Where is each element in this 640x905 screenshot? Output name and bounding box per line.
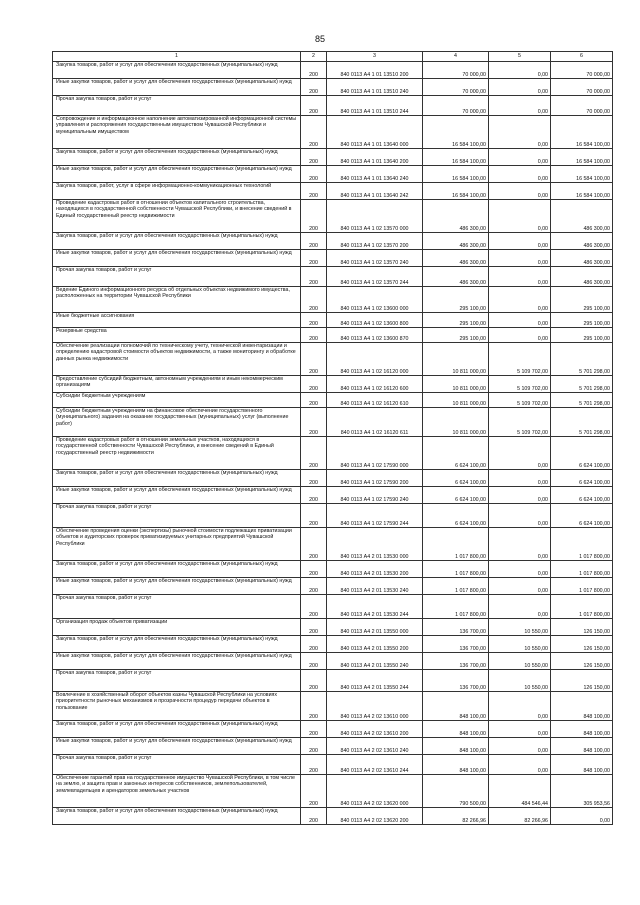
row-amount-6: 126 150,00 (551, 653, 613, 670)
row-amount-5: 10 550,00 (489, 619, 551, 636)
row-code: 200 (301, 166, 327, 183)
row-amount-5: 0,00 (489, 692, 551, 721)
row-code: 200 (301, 393, 327, 408)
row-amount-4: 295 100,00 (423, 328, 489, 343)
row-amount-5: 0,00 (489, 578, 551, 595)
row-amount-4: 486 300,00 (423, 233, 489, 250)
row-name: Прочая закупка товаров, работ и услуг (53, 670, 301, 692)
row-name: Закупка товаров, работ и услуг для обеспечения государственных (муниципальных) нужд (53, 808, 301, 825)
row-code: 200 (301, 653, 327, 670)
table-row (53, 62, 613, 79)
row-amount-4: 486 300,00 (423, 267, 489, 287)
table-row (53, 287, 613, 313)
row-name: Иные закупки товаров, работ и услуг для обеспечения государственных (муниципальных) нужд (53, 578, 301, 595)
row-name: Иные закупки товаров, работ и услуг для обеспечения государственных (муниципальных) нужд (53, 79, 301, 96)
row-amount-6: 6 624 100,00 (551, 470, 613, 487)
row-classification: 840 0113 А4 2 01 13530 200 (327, 561, 423, 578)
row-code: 200 (301, 328, 327, 343)
row-amount-6: 70 000,00 (551, 96, 613, 116)
row-amount-6: 486 300,00 (551, 200, 613, 233)
row-amount-5: 0,00 (489, 267, 551, 287)
row-amount-4: 295 100,00 (423, 287, 489, 313)
row-amount-6: 16 584 100,00 (551, 166, 613, 183)
row-amount-5: 10 550,00 (489, 653, 551, 670)
row-classification: 840 0113 А4 2 01 13530 000 (327, 528, 423, 561)
row-classification: 840 0113 А4 2 02 13610 200 (327, 721, 423, 738)
row-code: 200 (301, 755, 327, 775)
row-classification: 840 0113 А4 1 01 13510 240 (327, 79, 423, 96)
row-amount-4: 848 100,00 (423, 738, 489, 755)
row-name: Ведение Единого информационного ресурса об отдельных объектах недвижимого имущества, расположенных на территории Чувашской Республики (53, 287, 301, 313)
row-name: Резервные средства (53, 328, 301, 343)
col-header-5: 5 (489, 52, 551, 62)
row-classification: 840 0113 А4 1 01 13640 000 (327, 116, 423, 149)
row-classification: 840 0113 А4 2 02 13620 000 (327, 775, 423, 808)
row-code: 200 (301, 250, 327, 267)
row-classification: 840 0113 А4 1 01 13640 242 (327, 183, 423, 200)
header-row (53, 52, 613, 62)
row-amount-5: 0,00 (489, 437, 551, 470)
row-code: 200 (301, 487, 327, 504)
row-amount-5: 0,00 (489, 487, 551, 504)
row-name: Иные бюджетные ассигнования (53, 313, 301, 328)
table-row (53, 200, 613, 233)
row-amount-6: 305 953,56 (551, 775, 613, 808)
table-row (53, 437, 613, 470)
row-amount-6: 6 624 100,00 (551, 487, 613, 504)
row-amount-4: 1 017 800,00 (423, 561, 489, 578)
row-name: Прочая закупка товаров, работ и услуг (53, 267, 301, 287)
row-name: Закупка товаров, работ и услуг для обеспечения государственных (муниципальных) нужд (53, 62, 301, 79)
table-row (53, 653, 613, 670)
row-amount-4: 10 811 000,00 (423, 343, 489, 376)
row-code: 200 (301, 738, 327, 755)
row-amount-4: 16 584 100,00 (423, 116, 489, 149)
row-name: Проведение кадастровых работ в отношении земельных участков, находящихся в государственной собственности Чувашской Республики, и внесение сведений в Единый государственный реестр недвижимости (53, 437, 301, 470)
row-amount-5: 0,00 (489, 62, 551, 79)
table-row (53, 470, 613, 487)
row-code: 200 (301, 504, 327, 528)
row-name: Иные закупки товаров, работ и услуг для обеспечения государственных (муниципальных) нужд (53, 653, 301, 670)
row-classification: 840 0113 А4 2 02 13610 000 (327, 692, 423, 721)
row-amount-5: 0,00 (489, 313, 551, 328)
row-name: Иные закупки товаров, работ и услуг для обеспечения государственных (муниципальных) нужд (53, 738, 301, 755)
row-amount-4: 16 584 100,00 (423, 166, 489, 183)
row-amount-6: 6 624 100,00 (551, 504, 613, 528)
row-code: 200 (301, 595, 327, 619)
row-amount-5: 0,00 (489, 738, 551, 755)
table-row (53, 328, 613, 343)
row-amount-4: 10 811 000,00 (423, 393, 489, 408)
table-row (53, 619, 613, 636)
row-code: 200 (301, 578, 327, 595)
row-amount-6: 5 701 298,00 (551, 408, 613, 437)
row-name: Прочая закупка товаров, работ и услуг (53, 755, 301, 775)
row-amount-4: 10 811 000,00 (423, 376, 489, 393)
table-row (53, 808, 613, 825)
row-code: 200 (301, 670, 327, 692)
row-amount-6: 486 300,00 (551, 267, 613, 287)
row-amount-6: 848 100,00 (551, 721, 613, 738)
row-amount-6: 126 150,00 (551, 636, 613, 653)
row-classification: 840 0113 А4 2 01 13530 240 (327, 578, 423, 595)
row-amount-6: 126 150,00 (551, 670, 613, 692)
row-code: 200 (301, 313, 327, 328)
row-amount-4: 82 266,96 (423, 808, 489, 825)
budget-table (52, 51, 613, 825)
row-amount-4: 70 000,00 (423, 79, 489, 96)
row-name: Иные закупки товаров, работ и услуг для обеспечения государственных (муниципальных) нужд (53, 250, 301, 267)
row-amount-4: 6 624 100,00 (423, 437, 489, 470)
table-row (53, 393, 613, 408)
row-amount-5: 10 550,00 (489, 636, 551, 653)
row-amount-4: 295 100,00 (423, 313, 489, 328)
row-amount-4: 70 000,00 (423, 62, 489, 79)
row-code: 200 (301, 408, 327, 437)
table-row (53, 775, 613, 808)
table-row (53, 313, 613, 328)
row-code: 200 (301, 470, 327, 487)
row-amount-5: 0,00 (489, 504, 551, 528)
row-amount-6: 295 100,00 (551, 287, 613, 313)
row-amount-6: 70 000,00 (551, 62, 613, 79)
row-amount-5: 5 109 702,00 (489, 376, 551, 393)
row-amount-6: 848 100,00 (551, 692, 613, 721)
table-row (53, 595, 613, 619)
table-row (53, 578, 613, 595)
table-row (53, 721, 613, 738)
row-amount-6: 1 017 800,00 (551, 595, 613, 619)
row-amount-6: 5 701 298,00 (551, 343, 613, 376)
row-amount-4: 70 000,00 (423, 96, 489, 116)
row-code: 200 (301, 528, 327, 561)
row-classification: 840 0113 А4 1 02 13600 000 (327, 287, 423, 313)
table-row (53, 487, 613, 504)
row-amount-6: 16 584 100,00 (551, 149, 613, 166)
row-amount-5: 5 109 702,00 (489, 408, 551, 437)
row-classification: 840 0113 А4 1 02 16120 610 (327, 393, 423, 408)
row-name: Обеспечение реализации полномочий по техническому учету, технической инвентаризации и определению кадастровой стоимости объектов недвижимости, а также мониторингу и обработке данных рынка недвижимости (53, 343, 301, 376)
row-amount-6: 5 701 298,00 (551, 393, 613, 408)
row-code: 200 (301, 149, 327, 166)
row-amount-4: 16 584 100,00 (423, 183, 489, 200)
row-classification: 840 0113 А4 2 01 13530 244 (327, 595, 423, 619)
row-amount-4: 848 100,00 (423, 692, 489, 721)
table-row (53, 376, 613, 393)
row-amount-6: 848 100,00 (551, 738, 613, 755)
table-row (53, 183, 613, 200)
row-classification: 840 0113 А4 1 02 17590 240 (327, 487, 423, 504)
row-name: Обеспечение гарантий прав на государственное имущество Чувашской Республики, в том числе на землю, и защита прав и законных интересов собственников, землепользователей, землевладельцев и арендаторов земельных участков (53, 775, 301, 808)
row-code: 200 (301, 96, 327, 116)
row-amount-4: 136 700,00 (423, 653, 489, 670)
table-row (53, 692, 613, 721)
row-amount-4: 1 017 800,00 (423, 595, 489, 619)
row-name: Субсидии бюджетным учреждениям на финансовое обеспечение государственного (муниципального) задания на оказание государственных (муниципальных) услуг (выполнение работ) (53, 408, 301, 437)
row-classification: 840 0113 А4 1 02 16120 000 (327, 343, 423, 376)
row-amount-5: 0,00 (489, 595, 551, 619)
row-amount-5: 0,00 (489, 250, 551, 267)
row-code: 200 (301, 692, 327, 721)
row-classification: 840 0113 А4 1 02 17590 244 (327, 504, 423, 528)
row-amount-6: 6 624 100,00 (551, 437, 613, 470)
row-amount-4: 848 100,00 (423, 755, 489, 775)
row-amount-6: 486 300,00 (551, 250, 613, 267)
row-code: 200 (301, 636, 327, 653)
row-name: Субсидии бюджетным учреждениям (53, 393, 301, 408)
row-classification: 840 0113 А4 2 01 13550 244 (327, 670, 423, 692)
col-header-4: 4 (423, 52, 489, 62)
page-number: 85 (314, 34, 325, 44)
row-classification: 840 0113 А4 2 02 13620 200 (327, 808, 423, 825)
row-code: 200 (301, 437, 327, 470)
table-row (53, 343, 613, 376)
col-header-3: 3 (327, 52, 423, 62)
row-classification: 840 0113 А4 1 02 16120 611 (327, 408, 423, 437)
row-amount-5: 5 109 702,00 (489, 343, 551, 376)
table-body (53, 62, 613, 825)
row-code: 200 (301, 287, 327, 313)
row-amount-6: 16 584 100,00 (551, 183, 613, 200)
table-row (53, 528, 613, 561)
row-classification: 840 0113 А4 1 02 17590 000 (327, 437, 423, 470)
row-amount-4: 6 624 100,00 (423, 504, 489, 528)
row-amount-6: 486 300,00 (551, 233, 613, 250)
row-amount-4: 136 700,00 (423, 619, 489, 636)
table-row (53, 670, 613, 692)
row-name: Закупка товаров, работ и услуг для обеспечения государственных (муниципальных) нужд (53, 149, 301, 166)
row-amount-6: 1 017 800,00 (551, 528, 613, 561)
row-name: Предоставление субсидий бюджетным, автономным учреждениям и иным некоммерческим организациям (53, 376, 301, 393)
row-classification: 840 0113 А4 2 01 13550 000 (327, 619, 423, 636)
row-amount-6: 848 100,00 (551, 755, 613, 775)
row-name: Прочая закупка товаров, работ и услуг (53, 96, 301, 116)
row-name: Организация продаж объектов приватизации (53, 619, 301, 636)
row-amount-4: 790 500,00 (423, 775, 489, 808)
row-classification: 840 0113 А4 1 02 16120 600 (327, 376, 423, 393)
row-amount-5: 0,00 (489, 470, 551, 487)
row-amount-6: 16 584 100,00 (551, 116, 613, 149)
table-row (53, 636, 613, 653)
row-code: 200 (301, 775, 327, 808)
table-row (53, 166, 613, 183)
row-amount-4: 136 700,00 (423, 670, 489, 692)
table-row (53, 233, 613, 250)
row-amount-6: 5 701 298,00 (551, 376, 613, 393)
row-amount-5: 484 546,44 (489, 775, 551, 808)
row-amount-5: 0,00 (489, 96, 551, 116)
row-amount-5: 0,00 (489, 166, 551, 183)
row-amount-4: 486 300,00 (423, 250, 489, 267)
row-name: Иные закупки товаров, работ и услуг для обеспечения государственных (муниципальных) нужд (53, 487, 301, 504)
row-amount-5: 0,00 (489, 149, 551, 166)
row-classification: 840 0113 А4 2 01 13550 200 (327, 636, 423, 653)
row-name: Сопровождение и информационное наполнение автоматизированной информационной системы управления и распоряжения государственным имуществом Чувашской Республики и муниципальным имуществом (53, 116, 301, 149)
row-code: 200 (301, 79, 327, 96)
row-amount-4: 486 300,00 (423, 200, 489, 233)
row-classification: 840 0113 А4 2 02 13610 244 (327, 755, 423, 775)
row-amount-5: 0,00 (489, 561, 551, 578)
row-name: Обеспечение проведения оценки (экспертизы) рыночной стоимости подлежащих приватизации объектов и аудиторских проверок приватизируемых унитарных предприятий Чувашской Республики (53, 528, 301, 561)
row-classification: 840 0113 А4 1 02 13600 870 (327, 328, 423, 343)
row-name: Иные закупки товаров, работ и услуг для обеспечения государственных (муниципальных) нужд (53, 166, 301, 183)
row-code: 200 (301, 808, 327, 825)
row-amount-6: 0,00 (551, 808, 613, 825)
row-code: 200 (301, 233, 327, 250)
row-amount-6: 70 000,00 (551, 79, 613, 96)
row-amount-6: 1 017 800,00 (551, 578, 613, 595)
row-name: Закупка товаров, работ, услуг в сфере информационно-коммуникационных технологий (53, 183, 301, 200)
row-name: Вовлечение в хозяйственный оборот объектов казны Чувашской Республики на условиях приоритетности рыночных механизмов и прозрачности процедур передачи объектов в пользование (53, 692, 301, 721)
row-amount-5: 5 109 702,00 (489, 393, 551, 408)
row-amount-5: 10 550,00 (489, 670, 551, 692)
row-name: Закупка товаров, работ и услуг для обеспечения государственных (муниципальных) нужд (53, 470, 301, 487)
row-amount-5: 0,00 (489, 79, 551, 96)
row-amount-5: 0,00 (489, 200, 551, 233)
row-code: 200 (301, 183, 327, 200)
row-code: 200 (301, 721, 327, 738)
row-amount-4: 1 017 800,00 (423, 528, 489, 561)
row-code: 200 (301, 343, 327, 376)
row-amount-5: 0,00 (489, 755, 551, 775)
row-amount-4: 6 624 100,00 (423, 470, 489, 487)
row-amount-6: 295 100,00 (551, 313, 613, 328)
table-row (53, 250, 613, 267)
row-amount-5: 0,00 (489, 183, 551, 200)
row-amount-4: 1 017 800,00 (423, 578, 489, 595)
row-amount-6: 126 150,00 (551, 619, 613, 636)
row-amount-4: 136 700,00 (423, 636, 489, 653)
row-amount-4: 10 811 000,00 (423, 408, 489, 437)
row-code: 200 (301, 561, 327, 578)
row-classification: 840 0113 А4 1 02 17590 200 (327, 470, 423, 487)
row-name: Закупка товаров, работ и услуг для обеспечения государственных (муниципальных) нужд (53, 636, 301, 653)
table-row (53, 755, 613, 775)
row-amount-4: 848 100,00 (423, 721, 489, 738)
row-amount-6: 1 017 800,00 (551, 561, 613, 578)
col-header-1: 1 (53, 52, 301, 62)
table-row (53, 79, 613, 96)
table-row (53, 96, 613, 116)
row-amount-5: 0,00 (489, 233, 551, 250)
row-amount-6: 295 100,00 (551, 328, 613, 343)
table-row (53, 116, 613, 149)
table-row (53, 738, 613, 755)
row-classification: 840 0113 А4 1 02 13570 000 (327, 200, 423, 233)
row-code: 200 (301, 267, 327, 287)
row-amount-5: 0,00 (489, 116, 551, 149)
row-amount-5: 0,00 (489, 528, 551, 561)
row-classification: 840 0113 А4 2 01 13550 240 (327, 653, 423, 670)
table-row (53, 408, 613, 437)
row-name: Прочая закупка товаров, работ и услуг (53, 595, 301, 619)
row-classification: 840 0113 А4 1 02 13570 244 (327, 267, 423, 287)
row-classification: 840 0113 А4 2 02 13610 240 (327, 738, 423, 755)
row-code: 200 (301, 376, 327, 393)
row-code: 200 (301, 62, 327, 79)
row-name: Закупка товаров, работ и услуг для обеспечения государственных (муниципальных) нужд (53, 233, 301, 250)
table-row (53, 149, 613, 166)
row-amount-4: 16 584 100,00 (423, 149, 489, 166)
row-classification: 840 0113 А4 1 02 13570 200 (327, 233, 423, 250)
row-amount-5: 82 266,96 (489, 808, 551, 825)
row-classification: 840 0113 А4 1 02 13600 800 (327, 313, 423, 328)
row-code: 200 (301, 116, 327, 149)
row-amount-4: 6 624 100,00 (423, 487, 489, 504)
row-amount-5: 0,00 (489, 721, 551, 738)
row-classification: 840 0113 А4 1 01 13640 200 (327, 149, 423, 166)
table-row (53, 267, 613, 287)
table-row (53, 504, 613, 528)
row-name: Прочая закупка товаров, работ и услуг (53, 504, 301, 528)
row-name: Закупка товаров, работ и услуг для обеспечения государственных (муниципальных) нужд (53, 721, 301, 738)
row-code: 200 (301, 200, 327, 233)
col-header-6: 6 (551, 52, 613, 62)
col-header-2: 2 (301, 52, 327, 62)
row-classification: 840 0113 А4 1 01 13510 244 (327, 96, 423, 116)
table-row (53, 561, 613, 578)
row-classification: 840 0113 А4 1 01 13510 200 (327, 62, 423, 79)
row-amount-5: 0,00 (489, 328, 551, 343)
row-amount-5: 0,00 (489, 287, 551, 313)
row-code: 200 (301, 619, 327, 636)
row-name: Закупка товаров, работ и услуг для обеспечения государственных (муниципальных) нужд (53, 561, 301, 578)
row-classification: 840 0113 А4 1 02 13570 240 (327, 250, 423, 267)
row-name: Проведение кадастровых работ в отношении объектов капитального строительства, находящихся в государственной собственности Чувашской Республики, и внесение сведений в Единый государственный реестр недвижимости (53, 200, 301, 233)
row-classification: 840 0113 А4 1 01 13640 240 (327, 166, 423, 183)
